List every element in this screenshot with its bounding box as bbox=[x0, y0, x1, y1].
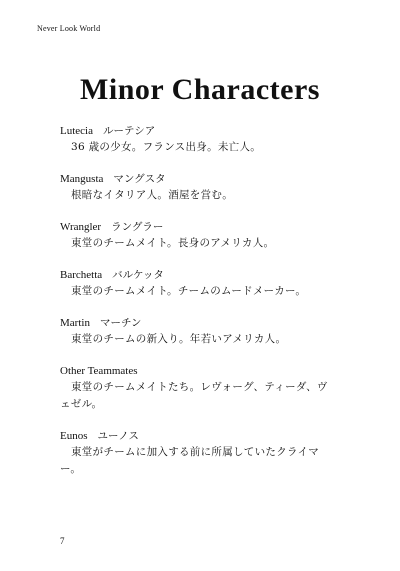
character-description: 東堂のチームメイト。チームのムードメーカー。 bbox=[71, 285, 307, 297]
character-name-line bbox=[60, 267, 370, 283]
character-name-line bbox=[60, 428, 370, 444]
character-name-jp: バルケッタ bbox=[112, 269, 164, 281]
character-name-line bbox=[60, 363, 370, 379]
character-name-jp: ルーテシア bbox=[102, 125, 156, 137]
character-entry bbox=[60, 315, 370, 363]
character-entry bbox=[60, 219, 370, 267]
character-name-line bbox=[60, 219, 370, 235]
page-number: 7 bbox=[60, 536, 65, 546]
character-entry bbox=[60, 267, 370, 315]
character-name-line bbox=[60, 171, 370, 187]
character-description: 36 歳の少女。フランス出身。未亡人。 bbox=[71, 141, 262, 153]
character-name-jp: マーチン bbox=[99, 317, 142, 329]
character-name-en: Wrangler bbox=[60, 221, 102, 233]
character-description: 東堂のチームの新入り。年若いアメリカ人。 bbox=[71, 333, 287, 345]
character-entry bbox=[60, 171, 370, 219]
character-description: 東堂のチームメイト。長身のアメリカ人。 bbox=[71, 237, 275, 249]
character-name-en: Martin bbox=[60, 317, 90, 329]
character-name-en: Lutecia bbox=[60, 125, 93, 137]
character-name-line bbox=[60, 123, 370, 139]
character-name-en: Other Teammates bbox=[60, 365, 138, 377]
character-entry bbox=[60, 123, 370, 171]
character-name-jp: ラングラー bbox=[111, 221, 164, 233]
character-name-jp: ユーノス bbox=[97, 430, 139, 442]
character-entry bbox=[60, 428, 370, 493]
running-head: Never Look World bbox=[37, 24, 101, 33]
character-name-en: Mangusta bbox=[60, 173, 104, 185]
character-description: 根暗なイタリア人。酒屋を営む。 bbox=[71, 189, 233, 201]
character-entry bbox=[60, 363, 370, 428]
character-description: 東堂のチームメイトたち。レヴォーグ、ティーダ、ヴェゼル。 bbox=[60, 381, 328, 410]
character-name-en: Barchetta bbox=[60, 269, 103, 281]
character-name-en: Eunos bbox=[60, 430, 88, 442]
character-name-line bbox=[60, 315, 370, 331]
character-description: 東堂がチームに加入する前に所属していたクライマー。 bbox=[60, 446, 320, 475]
page-title: Minor Characters bbox=[80, 73, 320, 106]
character-list bbox=[60, 123, 370, 493]
character-name-jp: マングスタ bbox=[113, 173, 166, 185]
